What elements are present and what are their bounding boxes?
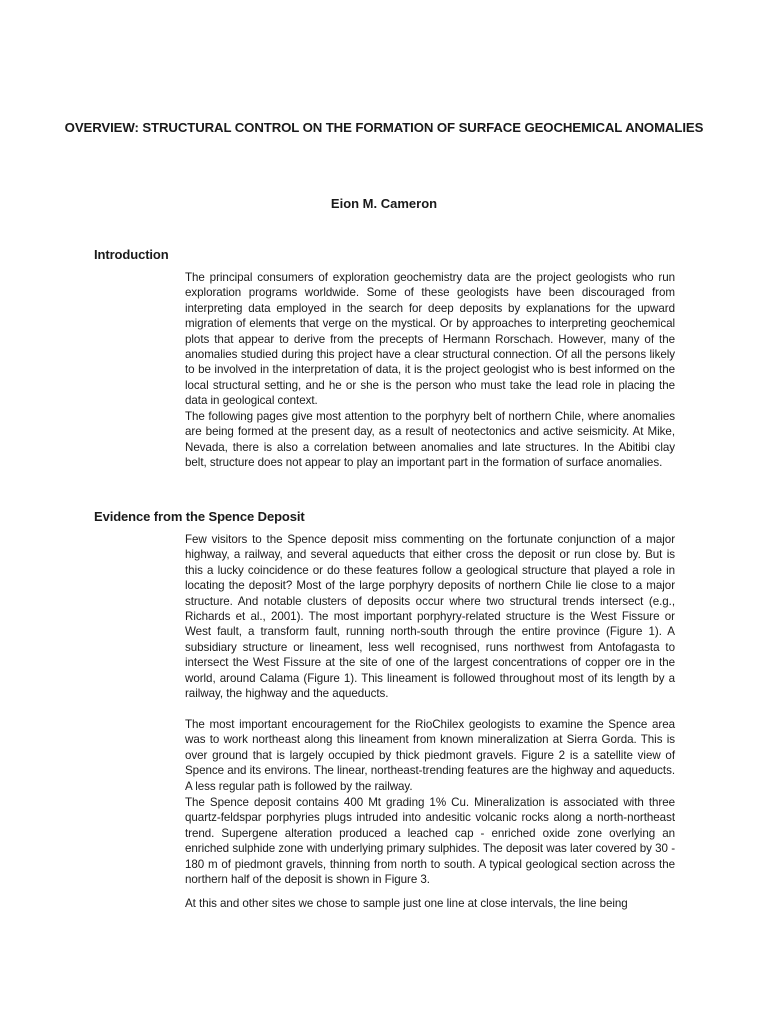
section-heading-spence-deposit: Evidence from the Spence Deposit [94,509,305,524]
spence-paragraph-1: Few visitors to the Spence deposit miss commenting on the fortunate conjunction of a major highway, a railway, and several aqueducts that either cross the deposit or run close by. But is this a lucky coincidence or do these features follow a geological structure that played a role in locating the deposit? Most of the large porphyry deposits of northern Chile lie close to a major structure. And notable clusters of deposits occur where two structural trends intersect (e.g., Richards et al., 2001). The most important porphyry-related structure is the West Fissure or West fault, a transform fault, running north-south through the entire province (Figure 1). A subsidiary structure or lineament, less well recognised, runs northwest from Antofagasta to intersect the West Fissure at the site of one of the largest concentrations of copper ore in the world, around Calama (Figure 1). This lineament is followed throughout most of its length by a railway, the highway and the aqueducts. [185,533,675,701]
introduction-paragraph-1: The principal consumers of exploration geochemistry data are the project geologists who run exploration programs worldwide. Some of these geologists have been discouraged from interpreting data employed in the search for deep deposits by explanations for the upward migration of elements that verge on the mystical. Or by approaches to interpreting geochemical plots that appear to derive from the precepts of Hermann Rorschach. However, many of the anomalies studied during this project have a clear structural connection. Of all the persons likely to be involved in the interpretation of data, it is the project geologist who is best informed on the local structural setting, and he or she is the person who must take the lead role in placing the data in geological context. [185,271,675,408]
introduction-paragraph-2: The following pages give most attention to the porphyry belt of northern Chile, where anomalies are being formed at the present day, as a result of neotectonics and active seismicity. At Mike, Nevada, there is also a correlation between anomalies and late structures. In the Abitibi clay belt, structure does not appear to play an important part in the formation of surface anomalies. [185,410,675,470]
spence-paragraph-2: The most important encouragement for the RioChilex geologists to examine the Spence area was to work northeast along this lineament from known mineralization at Sierra Gorda. This is over ground that is largely occupied by thick piedmont gravels. Figure 2 is a satellite view of Spence and its environs. The linear, northeast-trending features are the highway and aqueducts. A less regular path is followed by the railway. [185,718,675,793]
author-name: Eion M. Cameron [330,196,438,211]
spence-paragraph-3: The Spence deposit contains 400 Mt grading 1% Cu. Mineralization is associated with three quartz-feldspar porphyries plugs intruded into andesitic volcanic rocks along a north-northeast trend. Supergene alteration produced a leached cap - enriched oxide zone overlying an enriched sulphide zone with underlying primary sulphides. The deposit was later covered by 30 - 180 m of piedmont gravels, thinning from north to south. A typical geological section across the northern half of the deposit is shown in Figure 3. [185,796,675,887]
spence-paragraph-4: At this and other sites we chose to sample just one line at close intervals, the line being [185,897,628,910]
section-heading-introduction: Introduction [94,247,169,262]
document-title: OVERVIEW: STRUCTURAL CONTROL ON THE FORMATION OF SURFACE GEOCHEMICAL ANOMALIES [64,120,704,135]
